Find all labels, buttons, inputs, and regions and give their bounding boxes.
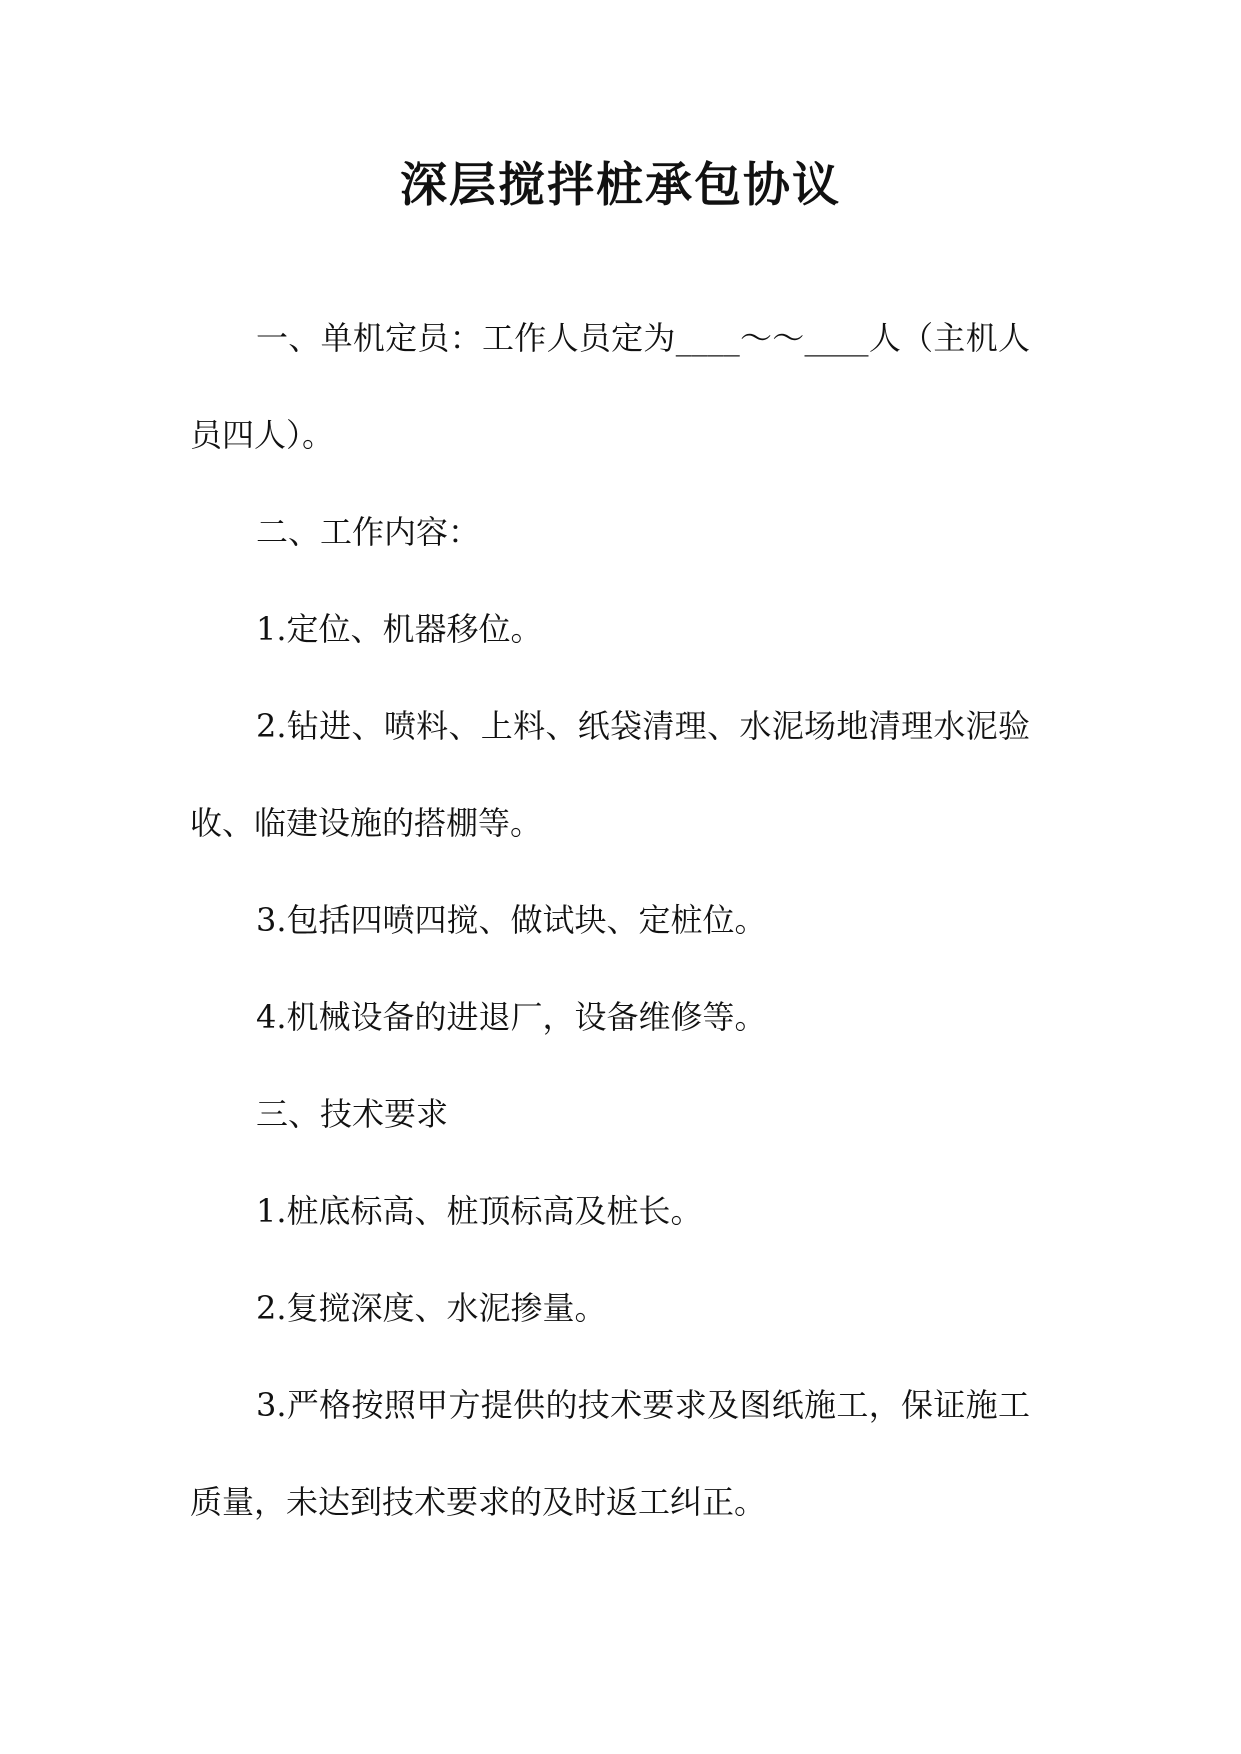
work-item-3: 3.包括四喷四搅、做试块、定桩位。 <box>256 901 767 939</box>
tech-item-3: 3.严格按照甲方提供的技术要求及图纸施工，保证施工质量，未达到技术要求的及时返工纠正。 <box>190 1386 1030 1521</box>
section-3-heading: 三、技术要求 <box>256 1095 449 1133</box>
document-title: 深层搅拌桩承包协议 <box>400 158 841 213</box>
section-2-heading: 二、工作内容： <box>256 513 481 551</box>
work-item-4: 4.机械设备的进退厂，设备维修等。 <box>256 998 767 1036</box>
document-body <box>190 290 1030 1551</box>
section-1-staffing: 一、单机定员：工作人员定为____～～____人（主机人员四人）。 <box>190 319 1030 454</box>
tech-item-2: 2.复搅深度、水泥掺量。 <box>256 1289 607 1327</box>
work-item-2: 2.钻进、喷料、上料、纸袋清理、水泥场地清理水泥验收、临建设施的搭棚等。 <box>190 707 1030 842</box>
work-item-1: 1.定位、机器移位。 <box>256 610 543 648</box>
tech-item-1: 1.桩底标高、桩顶标高及桩长。 <box>256 1192 703 1230</box>
